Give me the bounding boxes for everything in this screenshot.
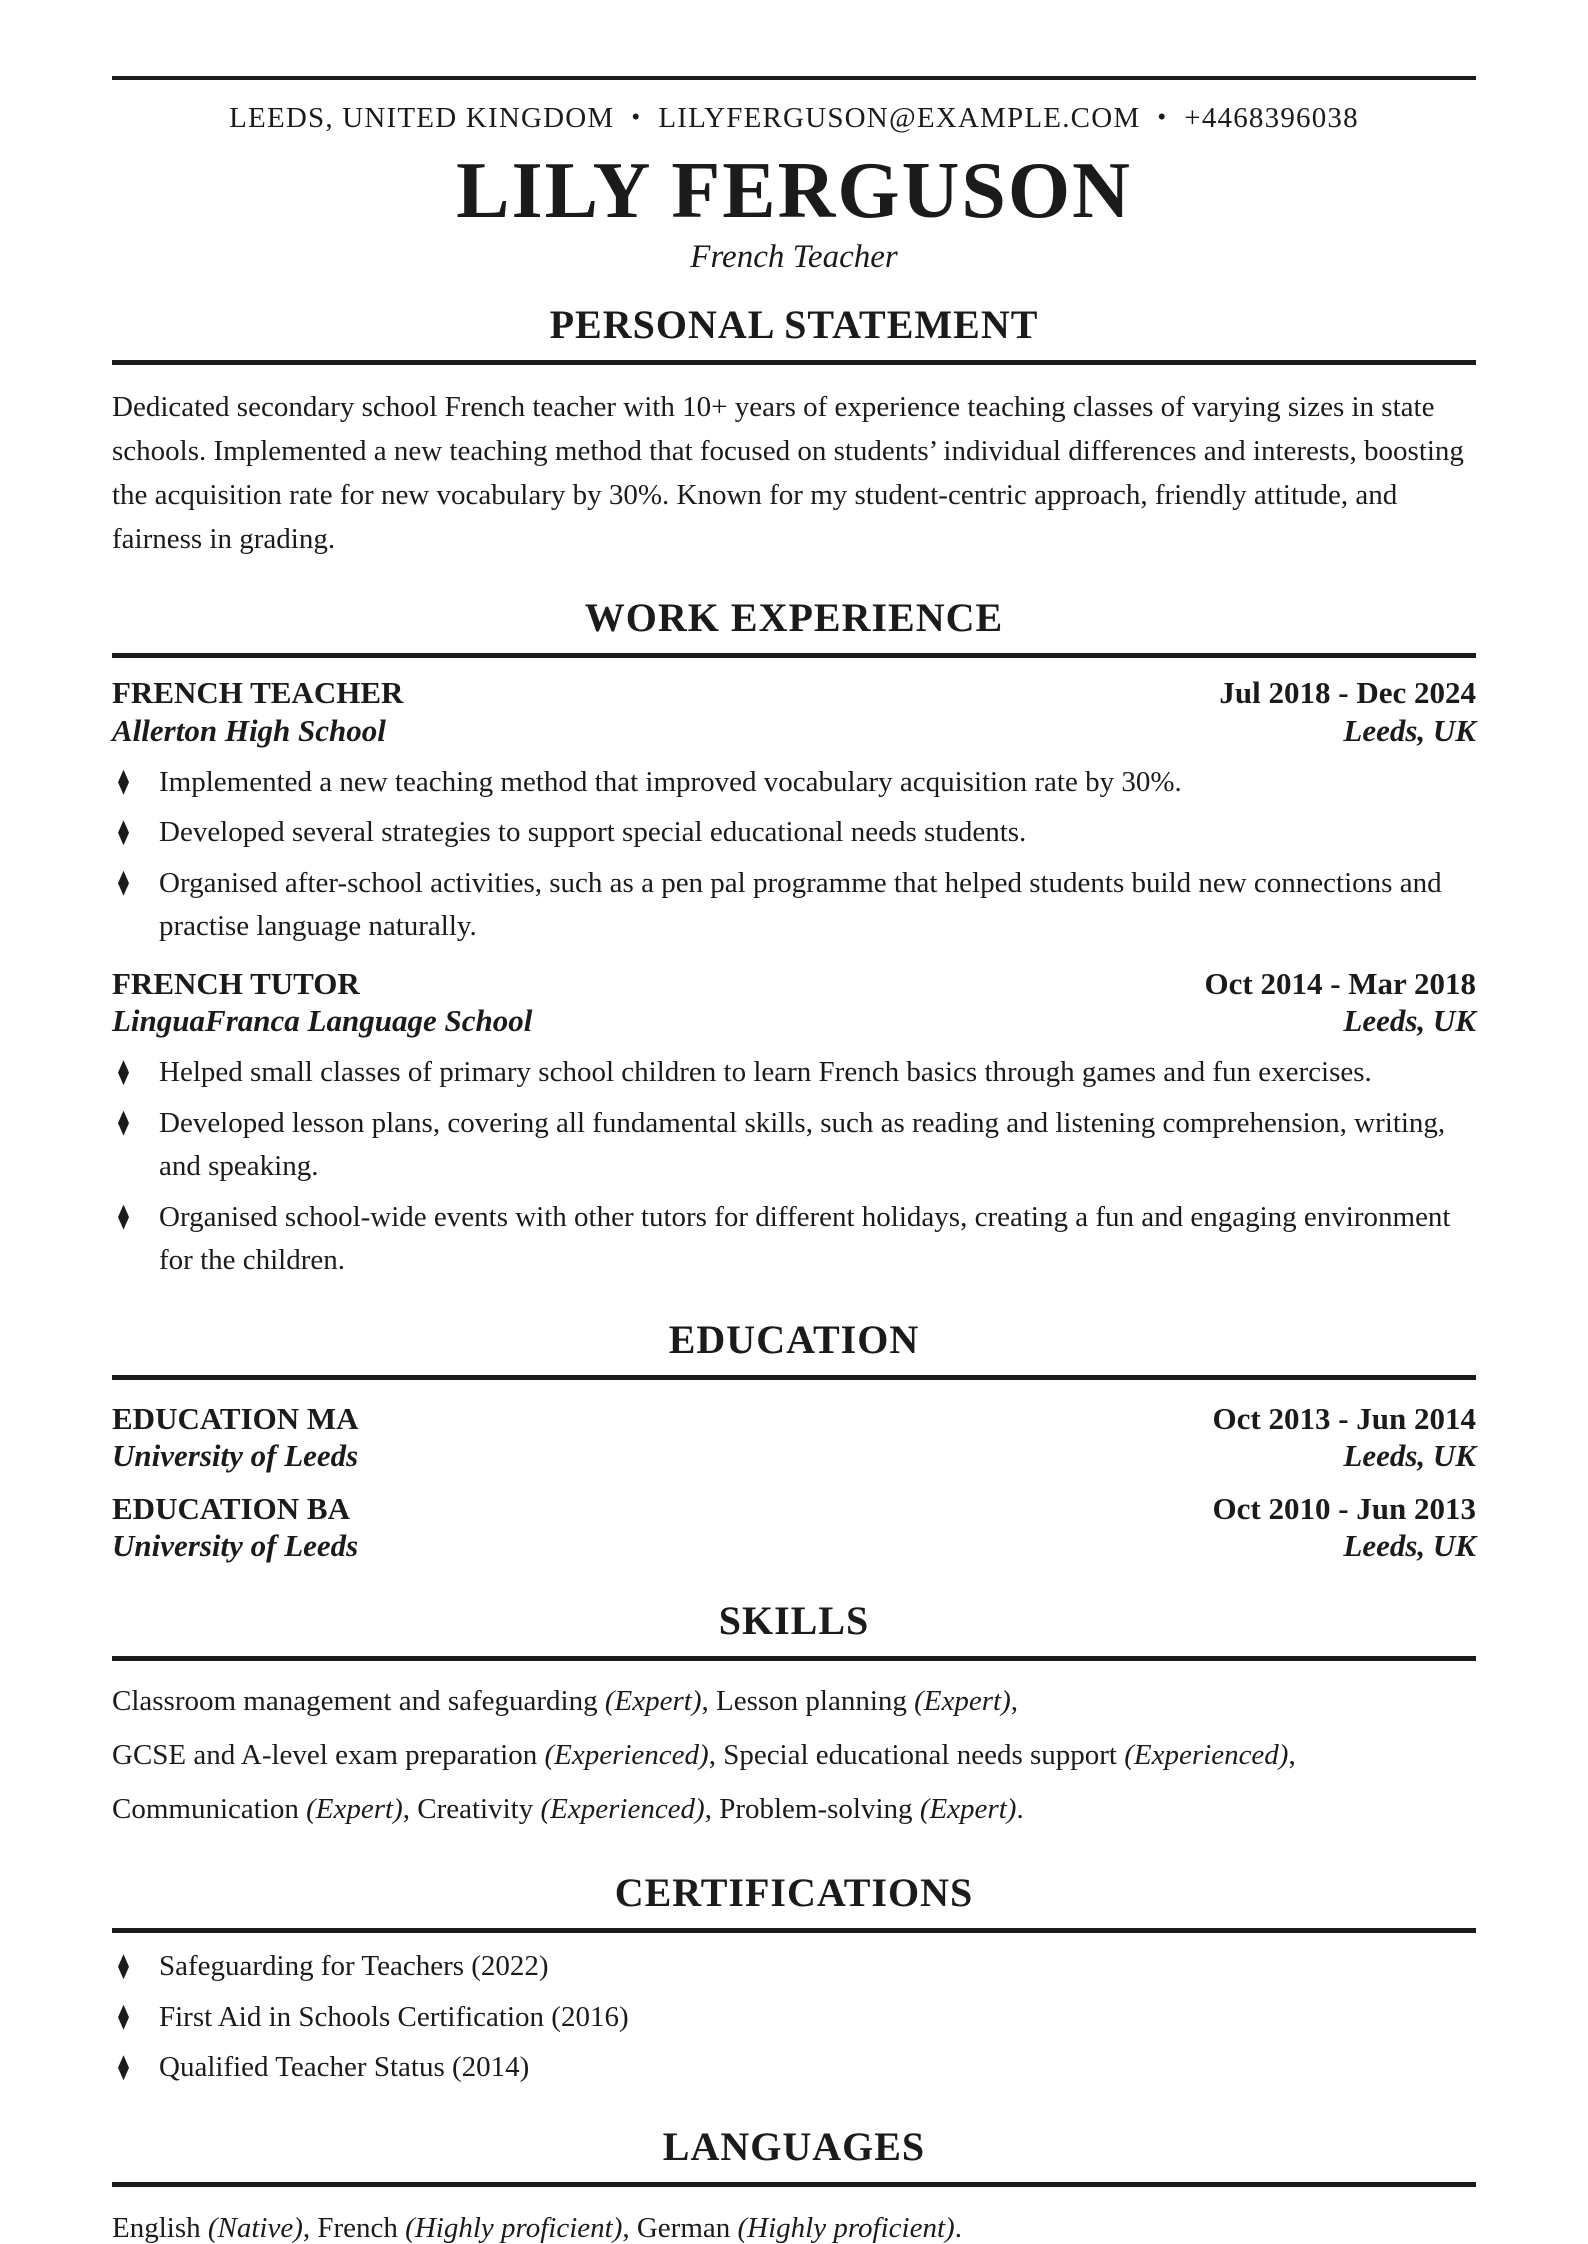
bullet-item [112, 1196, 1476, 1283]
bullet-item-text: Implemented a new teaching method that improved vocabulary acquisition rate by 30%. [159, 765, 1182, 798]
education-dates: Oct 2013 - Jun 2014 [1212, 1400, 1476, 1436]
personal-statement-text: Dedicated secondary school French teacher with 10+ years of experience teaching classes of varying sizes in state schools. Implemented a new teaching method that focused on students’ individual differences and interests, boosting the acquisition rate for new vocabulary by 30%. Known for my student-centric approach, friendly attitude, and fairness in grading. [112, 391, 1464, 556]
education-degree: EDUCATION MA [112, 1400, 359, 1436]
skill-item: Communication (Expert), [112, 1792, 410, 1825]
job-bullet-list [112, 1051, 1476, 1283]
bullet-item [112, 862, 1476, 949]
section-divider [112, 360, 1476, 365]
education-school: University of Leeds [112, 1528, 359, 1564]
job-title: FRENCH TUTOR [112, 965, 360, 1001]
education-subheader-row [112, 1437, 1476, 1474]
education-entry [112, 1400, 1476, 1474]
job-title: FRENCH TEACHER [112, 675, 404, 711]
education-school: University of Leeds [112, 1437, 359, 1473]
bullet-item-text: First Aid in Schools Certification (2016) [159, 2000, 629, 2033]
candidate-role: French Teacher [690, 239, 898, 275]
bullet-item [112, 1945, 1476, 1989]
candidate-name: LILY FERGUSON [456, 147, 1132, 235]
contact-line [112, 102, 1476, 135]
contact-location: LEEDS, UNITED KINGDOM [229, 102, 615, 134]
diamond-bullet-icon [118, 871, 129, 896]
diamond-bullet-icon [118, 820, 129, 845]
section-divider [112, 1656, 1476, 1661]
skill-item: Lesson planning (Expert), [715, 1685, 1019, 1718]
skill-item: Special educational needs support (Experienced), [723, 1738, 1296, 1771]
skill-item-level: (Expert) [914, 1685, 1011, 1718]
language-item-level: (Highly proficient) [737, 2211, 955, 2244]
bullet-item-text: Helped small classes of primary school children to learn French basics through games and fun exercises. [159, 1056, 1372, 1089]
education-location: Leeds, UK [1343, 1437, 1476, 1473]
job-company: Allerton High School [112, 712, 386, 748]
education-entry [112, 1490, 1476, 1564]
skill-item-level: (Expert) [604, 1685, 702, 1718]
skill-item-level: (Experienced) [544, 1738, 709, 1771]
education-subheader-row [112, 1527, 1476, 1564]
bullet-item [112, 811, 1476, 855]
diamond-bullet-icon [118, 1111, 129, 1136]
job-location: Leeds, UK [1343, 1002, 1476, 1038]
skill-item-level: (Experienced) [1124, 1738, 1289, 1771]
bullet-item-text: Developed several strategies to support special educational needs students. [159, 816, 1027, 849]
skill-item-level: (Expert) [919, 1792, 1017, 1825]
bullet-item-text: Organised school-wide events with other tutors for different holidays, creating a fun and engaging environment for the children. [159, 1200, 1451, 1277]
diamond-bullet-icon [118, 1954, 129, 1979]
work-experience-list [112, 674, 1476, 1282]
skill-item-level: (Experienced) [540, 1792, 705, 1825]
section-divider [112, 1928, 1476, 1933]
education-header-row [112, 1490, 1476, 1527]
job-location: Leeds, UK [1343, 712, 1476, 748]
section-heading-skills: SKILLS [718, 1598, 870, 1644]
skill-item: Problem-solving (Expert). [719, 1792, 1024, 1825]
job-header-row [112, 965, 1476, 1002]
bullet-item [112, 761, 1476, 805]
section-divider [112, 1375, 1476, 1380]
section-heading-certifications: CERTIFICATIONS [614, 1870, 974, 1916]
bullet-item-text: Qualified Teacher Status (2014) [159, 2051, 530, 2084]
language-item-level: (Highly proficient) [405, 2211, 623, 2244]
bullet-item [112, 1996, 1476, 2040]
diamond-bullet-icon [118, 1060, 129, 1085]
contact-email: LILYFERGUSON@EXAMPLE.COM [658, 102, 1141, 134]
section-heading-education: EDUCATION [668, 1316, 920, 1362]
skill-item-level: (Expert) [306, 1792, 403, 1825]
diamond-bullet-icon [118, 1205, 129, 1230]
diamond-bullet-icon [118, 770, 129, 795]
skill-item: Creativity (Experienced), [417, 1792, 712, 1825]
job-subheader-row [112, 1002, 1476, 1039]
section-divider [112, 2182, 1476, 2187]
bullet-separator: • [1157, 104, 1168, 131]
bullet-item-text: Organised after-school activities, such as a pen pal programme that helped students build new connections and practise language naturally. [159, 866, 1442, 943]
job-dates: Jul 2018 - Dec 2024 [1219, 675, 1476, 711]
contact-phone: +4468396038 [1184, 102, 1359, 134]
diamond-bullet-icon [118, 2005, 129, 2030]
language-item: English (Native), [112, 2211, 311, 2244]
language-item-level: (Native) [207, 2211, 303, 2244]
bullet-item [112, 2046, 1476, 2090]
bullet-item-text: Safeguarding for Teachers (2022) [159, 1950, 549, 1983]
bullet-item [112, 1051, 1476, 1095]
bullet-item-text: Developed lesson plans, covering all fundamental skills, such as reading and listening comprehension, writing, and speaking. [159, 1106, 1446, 1183]
job-entry [112, 674, 1476, 948]
languages-text [112, 2207, 1476, 2244]
skill-item: Classroom management and safeguarding (Expert), [112, 1685, 709, 1718]
section-heading-languages: LANGUAGES [662, 2123, 926, 2169]
education-list [112, 1400, 1476, 1565]
job-subheader-row [112, 712, 1476, 749]
education-degree: EDUCATION BA [112, 1490, 350, 1526]
top-divider [112, 76, 1476, 80]
job-company: LinguaFranca Language School [112, 1002, 533, 1038]
section-divider [112, 653, 1476, 658]
language-item: German (Highly proficient). [636, 2211, 962, 2244]
job-dates: Oct 2014 - Mar 2018 [1204, 965, 1476, 1001]
skills-text [112, 1675, 1476, 1836]
job-bullet-list [112, 761, 1476, 949]
diamond-bullet-icon [118, 2055, 129, 2080]
education-header-row [112, 1400, 1476, 1437]
job-entry [112, 965, 1476, 1283]
section-heading-work-experience: WORK EXPERIENCE [584, 595, 1004, 641]
bullet-item [112, 1102, 1476, 1189]
section-heading-personal-statement: PERSONAL STATEMENT [549, 302, 1039, 347]
bullet-separator: • [631, 104, 642, 131]
job-header-row [112, 674, 1476, 711]
education-location: Leeds, UK [1343, 1528, 1476, 1564]
education-dates: Oct 2010 - Jun 2013 [1212, 1490, 1476, 1526]
certifications-list [112, 1945, 1476, 2090]
skill-item: GCSE and A-level exam preparation (Experienced), [112, 1738, 716, 1771]
language-item: French (Highly proficient), [317, 2211, 630, 2244]
